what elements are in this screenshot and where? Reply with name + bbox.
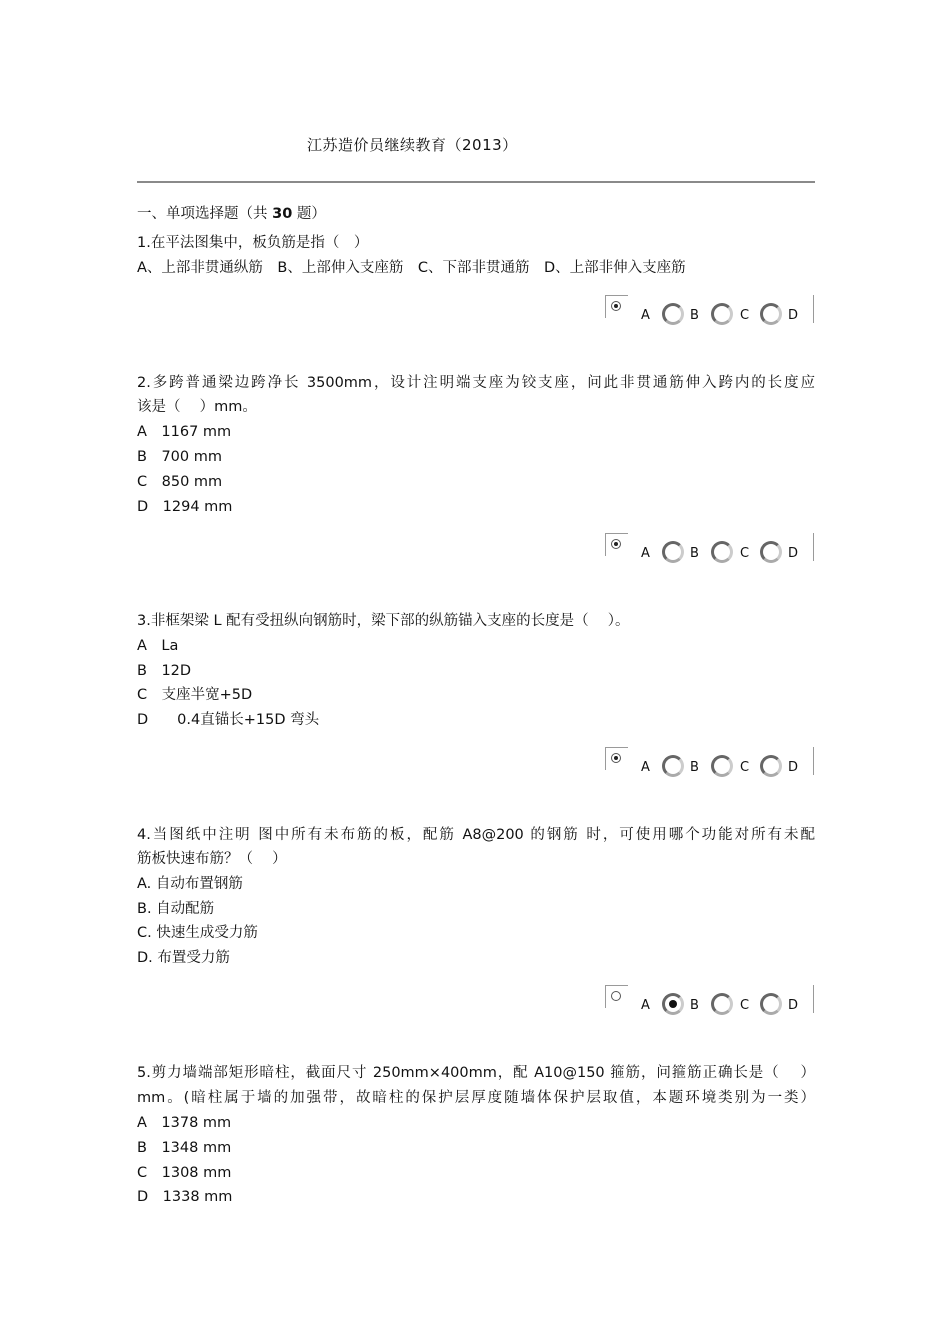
answer-row-divider bbox=[813, 747, 814, 775]
answer-option-b-label: B bbox=[690, 308, 699, 323]
question-4-option-c: C. 快速生成受力筋 bbox=[137, 925, 258, 941]
answer-option-b-radio[interactable] bbox=[662, 755, 684, 777]
radio-dot-icon bbox=[611, 539, 621, 549]
answer-option-a-label: A bbox=[641, 546, 650, 561]
answer-option-b-radio[interactable] bbox=[662, 993, 684, 1015]
question-5-text: 5.剪力墙端部矩形暗柱，截面尺寸 250mm×400mm，配 A10@150 箍筋，问箍筋正确长是（ ） bbox=[137, 1065, 815, 1081]
answer-option-a-radio[interactable] bbox=[605, 985, 628, 1008]
question-1-answer-row bbox=[605, 295, 817, 329]
question-4-option-d: D. 布置受力筋 bbox=[137, 950, 230, 966]
question-3-option-a: A La bbox=[137, 638, 179, 654]
answer-option-a-radio[interactable] bbox=[605, 295, 628, 318]
question-2-text: 2.多跨普通梁边跨净长 3500mm，设计注明端支座为铰支座，问此非贯通筋伸入跨内的长度应 bbox=[137, 375, 815, 391]
answer-row-divider bbox=[813, 295, 814, 323]
answer-option-c-label: C bbox=[740, 546, 750, 561]
question-1-options: A、上部非贯通纵筋 B、上部伸入支座筋 C、下部非贯通筋 D、上部非伸入支座筋 bbox=[137, 260, 686, 276]
question-2-option-c: C 850 mm bbox=[137, 474, 223, 490]
answer-row-divider bbox=[813, 985, 814, 1013]
answer-option-d-label: D bbox=[788, 998, 799, 1013]
radio-dot-icon bbox=[611, 753, 621, 763]
document-title: 江苏造价员继续教育（2013） bbox=[307, 136, 518, 154]
question-3-answer-row bbox=[605, 747, 817, 781]
question-2-option-d: D 1294 mm bbox=[137, 499, 233, 515]
question-4-text-cont: 筋板快速布筋？（ ） bbox=[137, 851, 287, 867]
question-3-option-d: D 0.4直锚长+15D 弯头 bbox=[137, 712, 320, 728]
question-3-option-c: C 支座半宽+5D bbox=[137, 687, 253, 703]
radio-dot-icon bbox=[611, 301, 621, 311]
answer-option-b-label: B bbox=[690, 546, 699, 561]
answer-option-d-radio[interactable] bbox=[760, 755, 782, 777]
title-divider bbox=[137, 181, 815, 183]
answer-option-c-label: C bbox=[740, 760, 750, 775]
answer-option-c-label: C bbox=[740, 998, 750, 1013]
question-2-answer-row bbox=[605, 533, 817, 567]
answer-option-a-label: A bbox=[641, 308, 650, 323]
question-4-option-a: A. 自动布置钢筋 bbox=[137, 876, 243, 892]
answer-option-b-label: B bbox=[690, 760, 699, 775]
answer-option-b-label: B bbox=[690, 998, 699, 1013]
answer-option-c-radio[interactable] bbox=[711, 303, 733, 325]
question-5-text-cont: mm。(暗柱属于墙的加强带，故暗柱的保护层厚度随墙体保护层取值，本题环境类别为一类） bbox=[137, 1090, 815, 1106]
section-heading: 一、单项选择题（共 30 题） bbox=[137, 206, 326, 222]
answer-option-a-label: A bbox=[641, 998, 650, 1013]
question-5-option-d: D 1338 mm bbox=[137, 1189, 233, 1205]
answer-option-c-radio[interactable] bbox=[711, 541, 733, 563]
radio-dot-icon bbox=[611, 991, 621, 1001]
question-2-option-a: A 1167 mm bbox=[137, 424, 232, 440]
answer-option-d-radio[interactable] bbox=[760, 303, 782, 325]
question-5-option-c: C 1308 mm bbox=[137, 1165, 232, 1181]
answer-option-a-label: A bbox=[641, 760, 650, 775]
question-2-option-b: B 700 mm bbox=[137, 449, 222, 465]
answer-option-c-radio[interactable] bbox=[711, 755, 733, 777]
answer-option-b-radio[interactable] bbox=[662, 541, 684, 563]
answer-option-a-radio[interactable] bbox=[605, 747, 628, 770]
question-4-option-b: B. 自动配筋 bbox=[137, 901, 215, 917]
answer-option-d-label: D bbox=[788, 308, 799, 323]
question-3-option-b: B 12D bbox=[137, 663, 192, 679]
answer-option-b-radio[interactable] bbox=[662, 303, 684, 325]
question-1-text: 1.在平法图集中，板负筋是指（ ） bbox=[137, 235, 369, 251]
question-5-option-b: B 1348 mm bbox=[137, 1140, 232, 1156]
answer-option-d-label: D bbox=[788, 546, 799, 561]
answer-option-d-label: D bbox=[788, 760, 799, 775]
question-4-text: 4.当图纸中注明 图中所有未布筋的板，配筋 A8@200 的钢筋 时，可使用哪个功能对所有未配 bbox=[137, 827, 815, 843]
answer-row-divider bbox=[813, 533, 814, 561]
question-3-text: 3.非框架梁 L 配有受扭纵向钢筋时，梁下部的纵筋锚入支座的长度是（ ）。 bbox=[137, 613, 630, 629]
question-5-option-a: A 1378 mm bbox=[137, 1115, 232, 1131]
question-4-answer-row bbox=[605, 985, 817, 1019]
question-2-text-cont: 该是（ ）mm。 bbox=[137, 399, 257, 415]
answer-option-c-label: C bbox=[740, 308, 750, 323]
answer-option-a-radio[interactable] bbox=[605, 533, 628, 556]
answer-option-d-radio[interactable] bbox=[760, 541, 782, 563]
answer-option-c-radio[interactable] bbox=[711, 993, 733, 1015]
answer-option-d-radio[interactable] bbox=[760, 993, 782, 1015]
